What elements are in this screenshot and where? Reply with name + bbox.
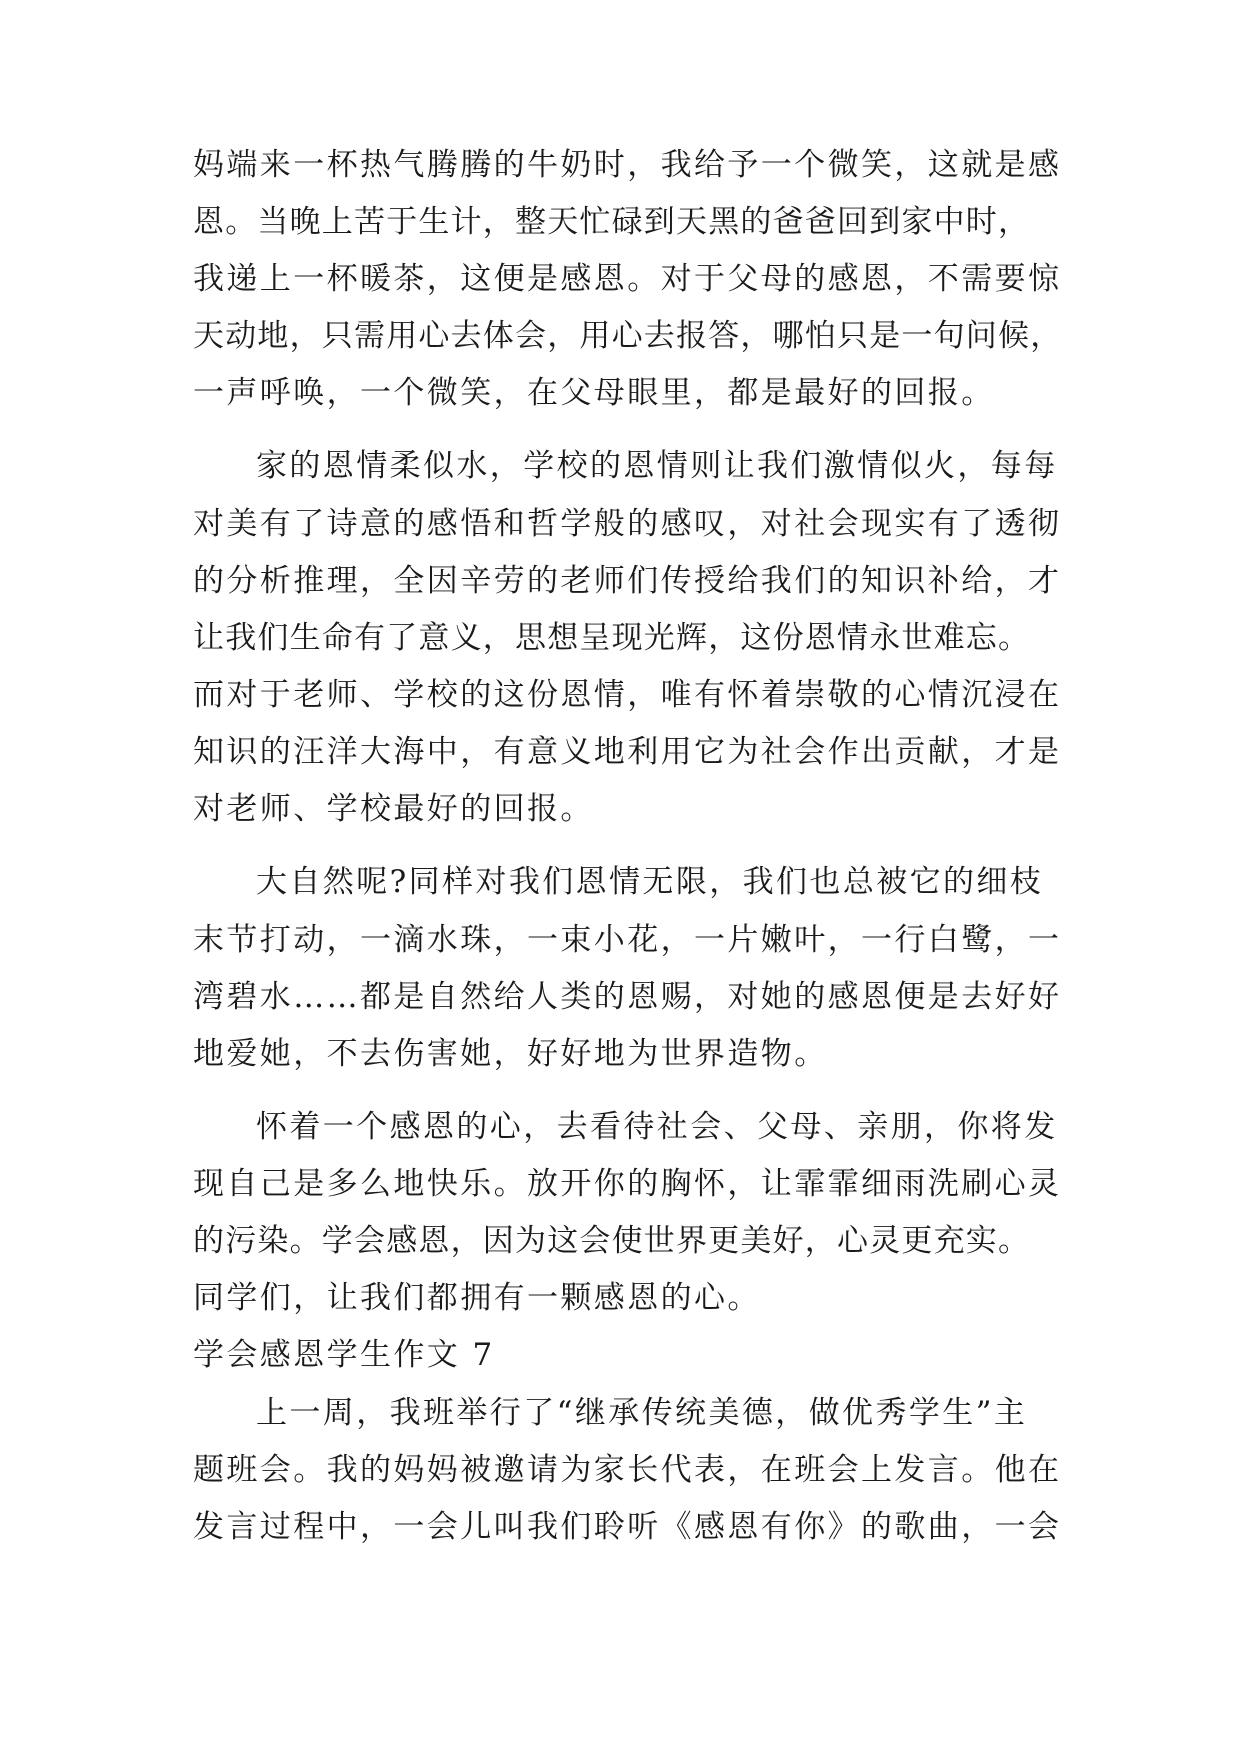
text-line: 发言过程中，一会儿叫我们聆听《感恩有你》的歌曲，一会 — [193, 1509, 1062, 1545]
text-line: 的污染。学会感恩，因为这会使世界更美好，心灵更充实。 — [193, 1223, 1031, 1259]
text-line: 天动地，只需用心去体会，用心去报答，哪怕只是一句问候， — [193, 318, 1063, 354]
section-heading: 学会感恩学生作文 7 — [193, 1337, 495, 1373]
text-line: 对美有了诗意的感悟和哲学般的感叹，对社会现实有了透彻 — [193, 506, 1062, 542]
text-line: 的分析推理，全因辛劳的老师们传授给我们的知识补给，才 — [193, 563, 1062, 599]
text-line: 一声呼唤，一个微笑，在父母眼里，都是最好的回报。 — [193, 375, 995, 411]
text-line: 而对于老师、学校的这份恩情，唯有怀着崇敬的心情沉浸在 — [193, 677, 1062, 713]
text-line: 知识的汪洋大海中，有意义地利用它为社会作出贡献，才是 — [193, 734, 1062, 770]
text-line: 恩。当晚上苦于生计，整天忙碌到天黑的爸爸回到家中时， — [193, 204, 1031, 240]
text-line: 题班会。我的妈妈被邀请为家长代表，在班会上发言。他在 — [193, 1452, 1062, 1488]
text-line: 妈端来一杯热气腾腾的牛奶时，我给予一个微笑，这就是感 — [193, 147, 1062, 183]
text-line: 末节打动，一滴水珠，一束小花，一片嫩叶，一行白鹭，一 — [193, 922, 1062, 958]
text-line: 我递上一杯暖茶，这便是感恩。对于父母的感恩，不需要惊 — [193, 261, 1062, 297]
text-line: 湾碧水……都是自然给人类的恩赐，对她的感恩便是去好好 — [193, 979, 1062, 1015]
text-line: 现自己是多么地快乐。放开你的胸怀，让霏霏细雨洗刷心灵 — [193, 1166, 1062, 1202]
paragraph-first-line: 大自然呢?同样对我们恩情无限，我们也总被它的细枝 — [256, 864, 1044, 900]
text-line: 让我们生命有了意义，思想呈现光辉，这份恩情永世难忘。 — [193, 620, 1031, 656]
text-line: 地爱她，不去伤害她，好好地为世界造物。 — [193, 1036, 828, 1072]
paragraph-first-line: 家的恩情柔似水，学校的恩情则让我们激情似火，每每 — [256, 448, 1058, 484]
paragraph-first-line: 怀着一个感恩的心，去看待社会、父母、亲朋，你将发 — [256, 1109, 1058, 1145]
paragraph-first-line: 上一周，我班举行了“继承传统美德，做优秀学生”主 — [256, 1395, 1028, 1431]
text-line: 同学们，让我们都拥有一颗感恩的心。 — [193, 1280, 761, 1316]
text-line: 对老师、学校最好的回报。 — [193, 791, 594, 827]
